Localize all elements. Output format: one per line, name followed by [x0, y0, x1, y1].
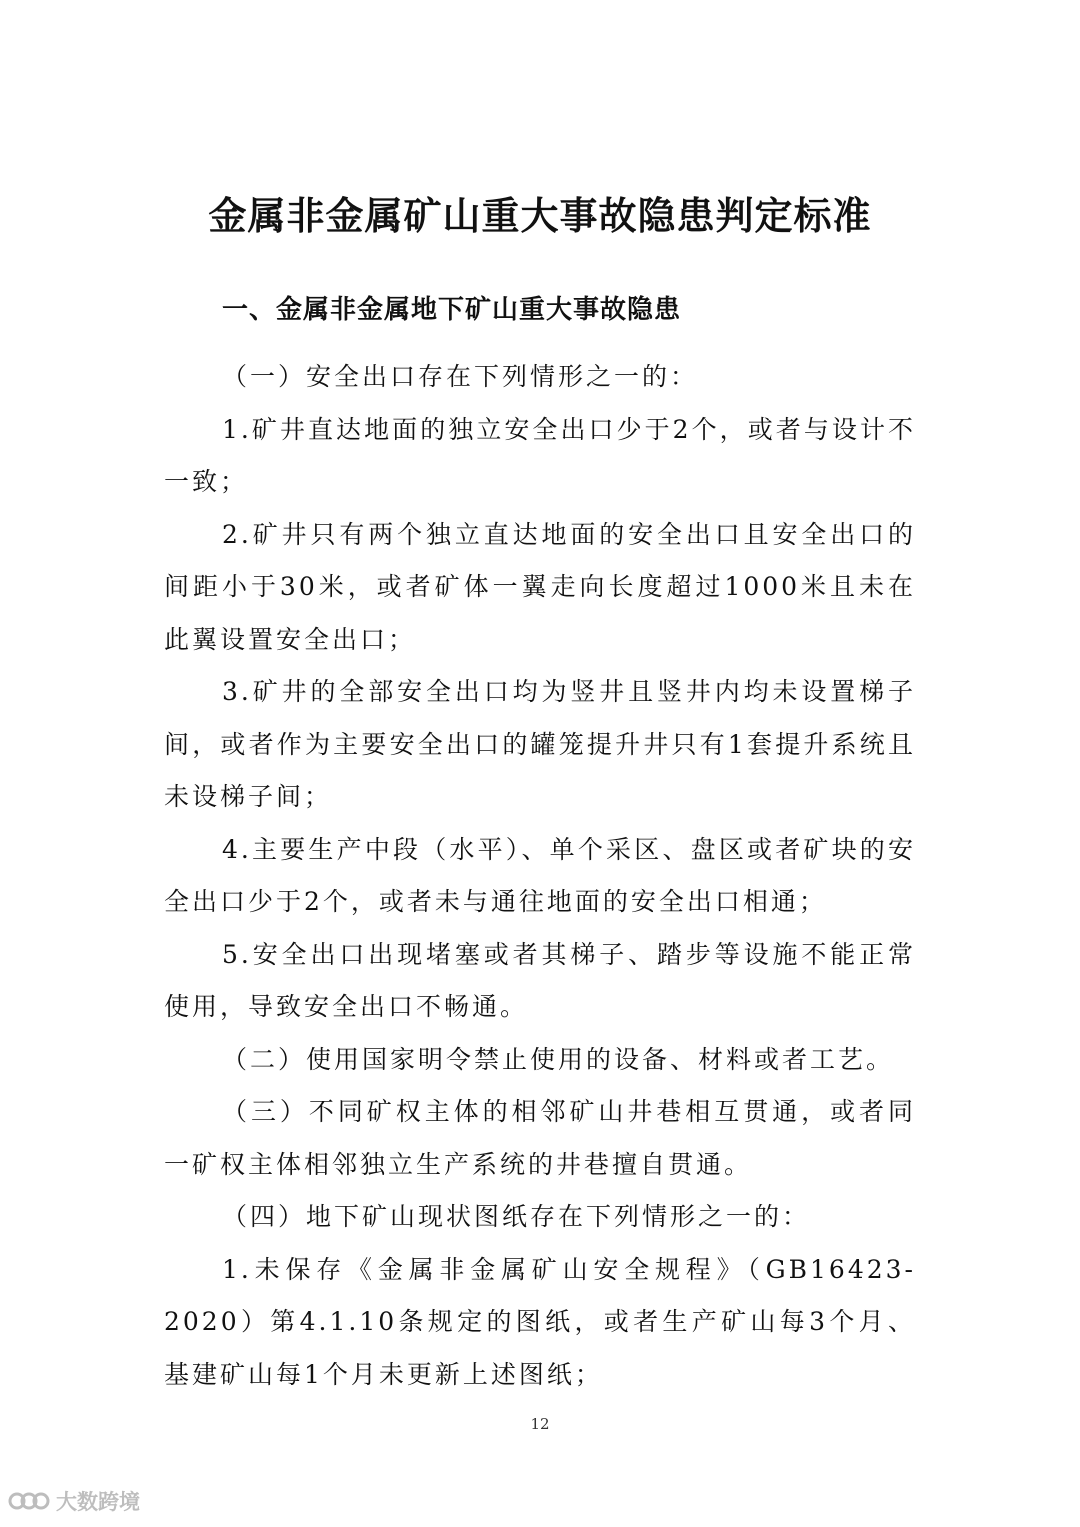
document-body	[164, 351, 916, 1401]
paragraph-2: 1.矿井直达地面的独立安全出口少于2个，或者与设计不一致；	[164, 414, 916, 496]
paragraph-10: 1.未保存《金属非金属矿山安全规程》（GB16423-2020）第4.1.10条规定的图纸，或者生产矿山每3个月、基建矿山每1个月未更新上述图纸；	[164, 1254, 916, 1389]
watermark-text: 大数跨境	[56, 1490, 140, 1514]
paragraph-1: （一）安全出口存在下列情形之一的：	[222, 362, 699, 391]
watermark-logo-icon	[8, 1488, 50, 1514]
paragraph-5: 4.主要生产中段（水平）、单个采区、盘区或者矿块的安全出口少于2个，或者未与通往地面的安全出口相通；	[164, 834, 916, 916]
paragraph-6: 5.安全出口出现堵塞或者其梯子、踏步等设施不能正常使用，导致安全出口不畅通。	[164, 939, 916, 1021]
section-heading: 一、金属非金属地下矿山重大事故隐患	[222, 295, 682, 325]
document-title: 金属非金属矿山重大事故隐患判定标准	[208, 194, 872, 238]
paragraph-8: （三）不同矿权主体的相邻矿山井巷相互贯通，或者同一矿权主体相邻独立生产系统的井巷擅自贯通。	[164, 1097, 916, 1179]
paragraph-4: 3.矿井的全部安全出口均为竖井且竖井内均未设置梯子间，或者作为主要安全出口的罐笼提升井只有1套提升系统且未设梯子间；	[164, 677, 916, 811]
watermark	[8, 1486, 140, 1516]
paragraph-7: （二）使用国家明令禁止使用的设备、材料或者工艺。	[222, 1044, 895, 1074]
paragraph-3: 2.矿井只有两个独立直达地面的安全出口且安全出口的间距小于30米，或者矿体一翼走向长度超过1000米且未在此翼设置安全出口；	[164, 519, 916, 654]
page-number: 12	[530, 1415, 550, 1433]
paragraph-9: （四）地下矿山现状图纸存在下列情形之一的：	[222, 1202, 811, 1231]
